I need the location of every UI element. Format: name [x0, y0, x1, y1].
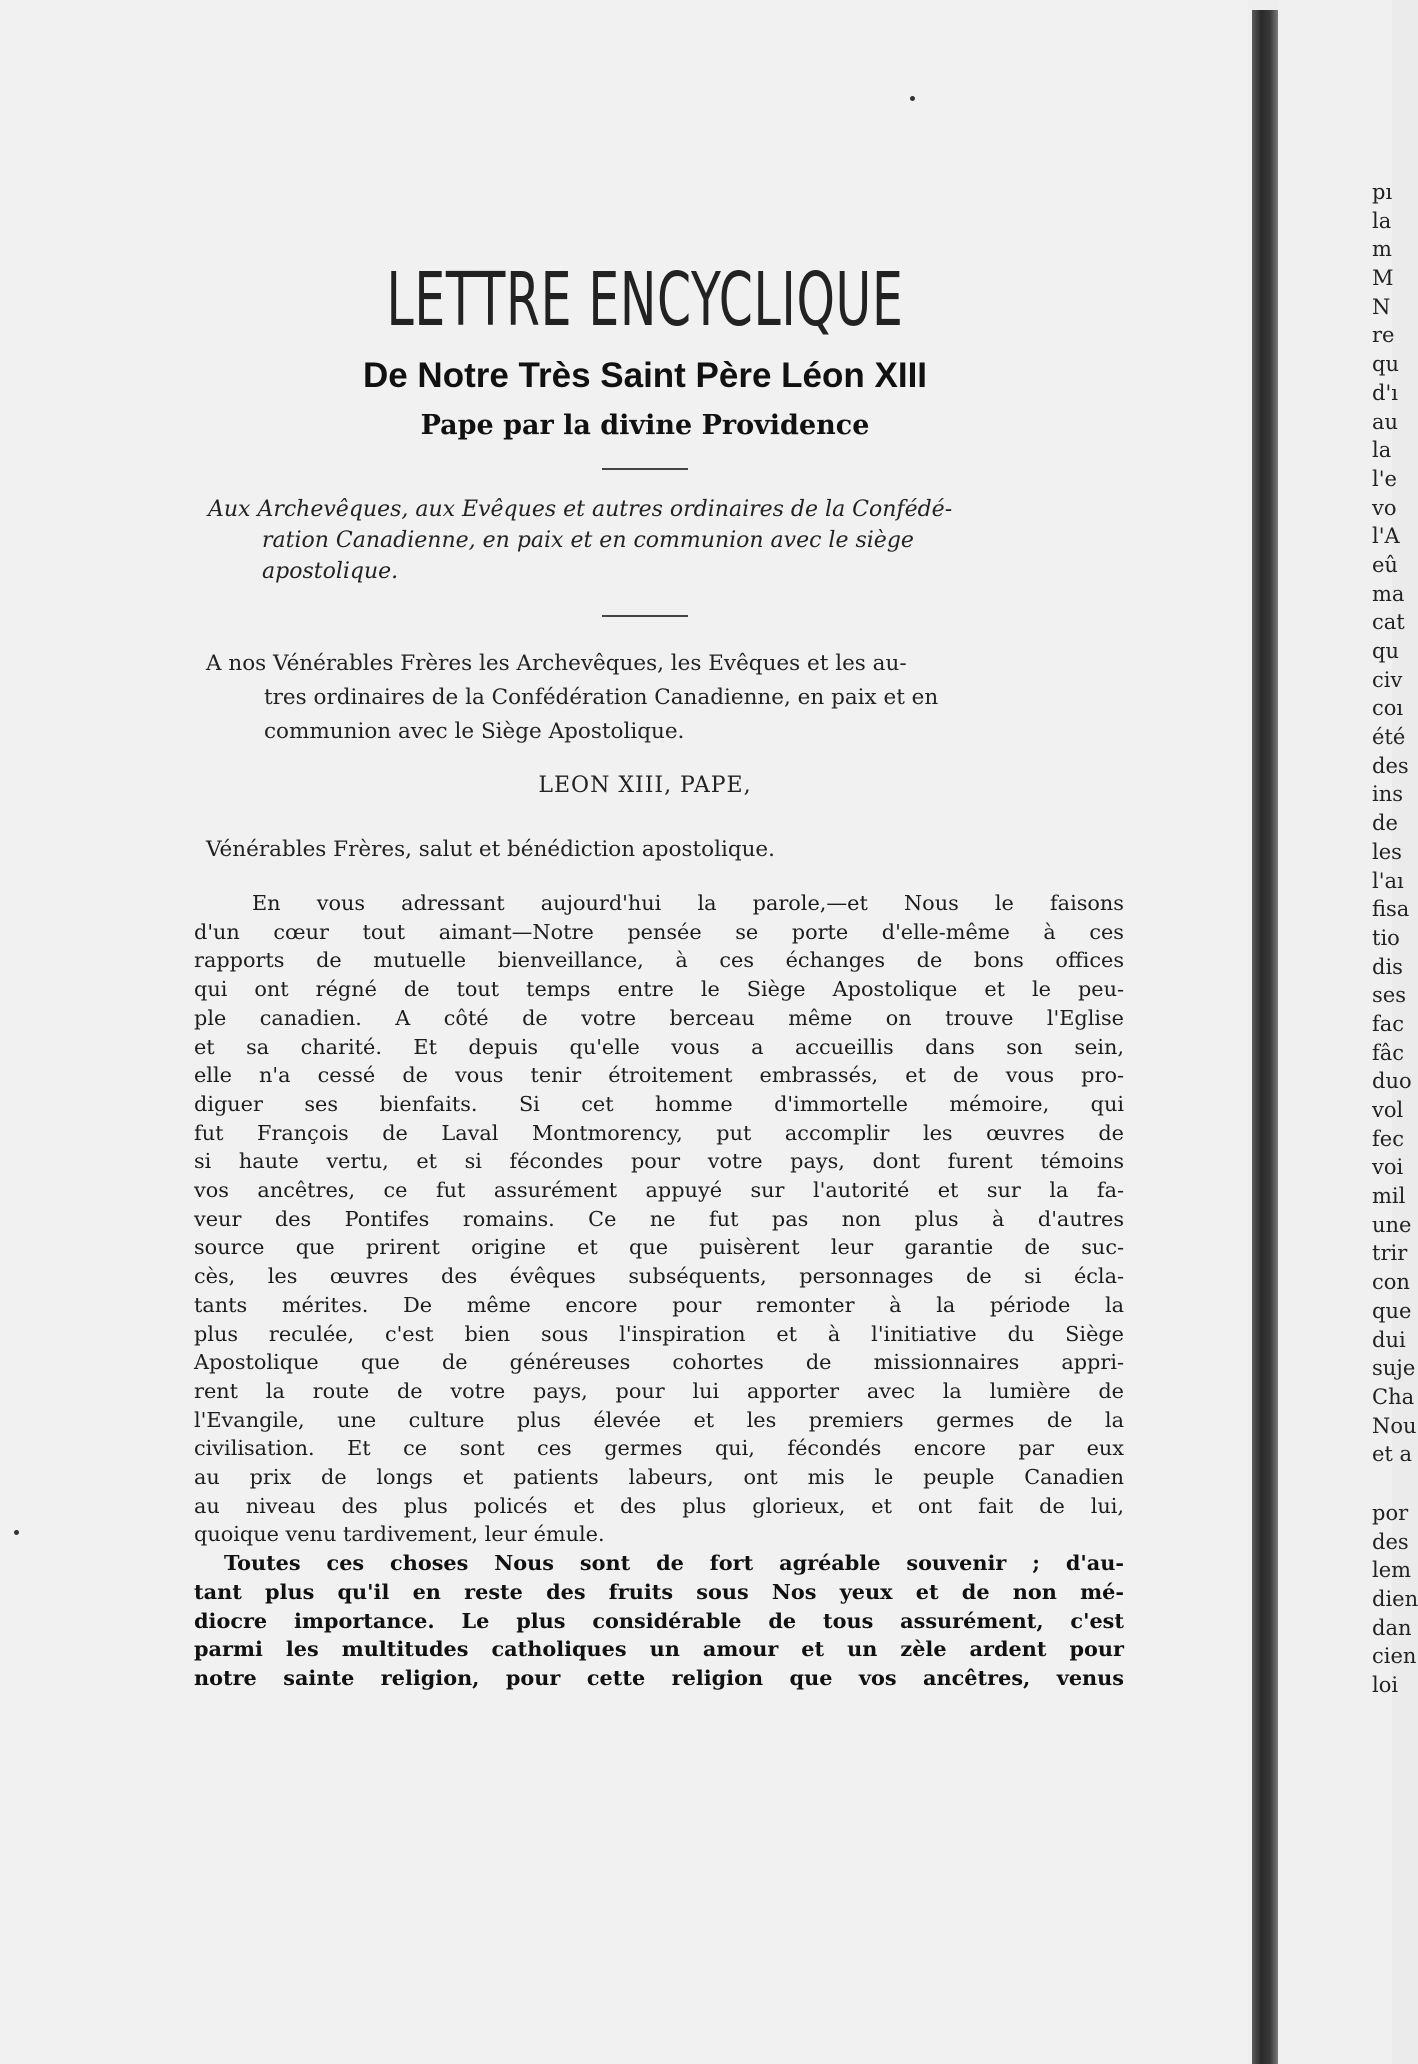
paragraph-1 [194, 889, 1124, 1549]
salutation-line: A nos Vénérables Frères les Archevêques, les Evêques et les au- [206, 651, 907, 676]
cropped-line-fragment: dien [1372, 1587, 1418, 1611]
address-line: ration Canadienne, en paix et en communion avec le siège [262, 528, 914, 553]
text-line: veur des Pontifes romains. Ce ne fut pas non plus à d'autres [194, 1206, 1124, 1231]
book-gutter [1252, 10, 1278, 2064]
text-line: elle n'a cessé de vous tenir étroitement embrassés, et de vous pro- [194, 1063, 1124, 1088]
text-line: tant plus qu'il en reste des fruits sous Nos yeux et de non mé- [194, 1578, 1124, 1604]
cropped-line-fragment: fisa [1372, 897, 1410, 922]
cropped-line-fragment: au [1372, 409, 1399, 434]
speck [14, 1530, 19, 1535]
papal-signature: LEON XIII, PAPE, [538, 773, 752, 798]
cropped-line-fragment: voi [1372, 1155, 1404, 1180]
salutation-line: tres ordinaires de la Confédération Canadienne, en paix et en [264, 685, 939, 710]
paragraph-2 [194, 1549, 1124, 1693]
cropped-line-fragment: vo [1372, 495, 1397, 520]
cropped-line-fragment: duo [1372, 1069, 1412, 1094]
cropped-line-fragment: l'e [1372, 466, 1397, 491]
text-line: fut François de Laval Montmorency, put accomplir les œuvres de [194, 1120, 1124, 1145]
cropped-line-fragment: ses [1372, 983, 1406, 1008]
cropped-line-fragment: de [1372, 811, 1398, 836]
cropped-line-fragment: des [1372, 1529, 1409, 1554]
cropped-line-fragment: fec [1372, 1126, 1404, 1151]
encyclical-subtitle: De Notre Très Saint Père Léon XIII [362, 356, 928, 395]
text-line: cès, les œuvres des évêques subséquents, personnages de si écla- [194, 1264, 1124, 1289]
cropped-line-fragment: d'ı [1372, 380, 1398, 405]
cropped-line-fragment: m [1372, 237, 1392, 262]
cropped-line-fragment: civ [1372, 667, 1403, 692]
cropped-line-fragment: N [1372, 294, 1391, 319]
address-block [208, 494, 1110, 587]
text-line: d'un cœur tout aimant—Notre pensée se porte d'elle-même à ces [194, 919, 1124, 944]
cropped-line-fragment: l'A [1372, 524, 1400, 549]
text-line: rent la route de votre pays, pour lui apporter avec la lumière de [194, 1378, 1124, 1403]
cropped-line-fragment: coı [1372, 696, 1404, 721]
greeting: Vénérables Frères, salut et bénédiction apostolique. [206, 837, 775, 862]
paragraph-gap [1372, 1469, 1402, 1499]
text-line: si haute vertu, et si fécondes pour votre pays, dont furent témoins [194, 1149, 1124, 1174]
cropped-line-fragment: dis [1372, 954, 1403, 979]
text-line: diguer ses bienfaits. Si cet homme d'immortelle mémoire, qui [194, 1091, 1124, 1116]
cropped-line-fragment: trir [1372, 1241, 1408, 1266]
cropped-line-fragment: ma [1372, 581, 1405, 606]
cropped-line-fragment: Cha [1372, 1384, 1415, 1409]
speck [910, 96, 915, 101]
cropped-line-fragment: M [1372, 266, 1394, 291]
cropped-line-fragment: loi [1372, 1673, 1399, 1698]
salutation-line: communion avec le Siège Apostolique. [264, 719, 685, 744]
cropped-line-fragment: con [1372, 1270, 1410, 1295]
text-line: Toutes ces choses Nous sont de fort agréable souvenir ; d'au- [224, 1550, 1124, 1576]
cropped-line-fragment: les [1372, 839, 1402, 864]
cropped-line-fragment: dan [1372, 1615, 1412, 1640]
cropped-line-fragment: qu [1372, 639, 1399, 663]
encyclical-subtitle-providence: Pape par la divine Providence [420, 410, 870, 441]
right-page-edge [1278, 0, 1418, 2064]
address-line: Aux Archevêques, aux Evêques et autres ordinaires de la Confédé- [208, 497, 953, 522]
text-line: qui ont régné de tout temps entre le Siège Apostolique et le peu- [194, 977, 1124, 1002]
cropped-line-fragment: lem [1372, 1558, 1412, 1583]
text-line: quoique venu tardivement, leur émule. [194, 1522, 605, 1547]
cropped-line-fragment: por [1372, 1500, 1409, 1525]
cropped-line-fragment: et a [1372, 1442, 1413, 1467]
text-line: source que prirent origine et que puisèrent leur garantie de suc- [194, 1235, 1124, 1260]
text-line: plus reculée, c'est bien sous l'inspiration et à l'initiative du Siège [194, 1321, 1124, 1346]
cropped-line-fragment: une [1372, 1212, 1412, 1237]
cropped-line-fragment: tio [1372, 925, 1400, 950]
cropped-line-fragment: qu [1372, 352, 1399, 377]
cropped-line-fragment: Nou [1372, 1413, 1417, 1438]
text-line: et sa charité. Et depuis qu'elle vous a accueillis dans son sein, [194, 1034, 1124, 1059]
cropped-line-fragment: cien [1372, 1644, 1417, 1669]
text-line: tants mérites. De même encore pour remonter à la période la [194, 1292, 1124, 1317]
cropped-line-fragment: eû [1372, 552, 1398, 577]
cropped-line-fragment: l'aı [1372, 868, 1404, 893]
text-line: au prix de longs et patients labeurs, ont mis le peuple Canadien [194, 1465, 1124, 1490]
text-line: au niveau des plus policés et des plus glorieux, et ont fait de lui, [194, 1493, 1124, 1518]
text-line: vos ancêtres, ce fut assurément appuyé sur l'autorité et sur la fa- [194, 1178, 1124, 1203]
address-line: apostolique. [262, 559, 399, 584]
encyclical-content [194, 257, 1124, 1693]
divider-rule [602, 615, 688, 617]
cropped-line-fragment: vol [1372, 1098, 1404, 1122]
cropped-line-fragment: fâc [1372, 1040, 1405, 1065]
cropped-line-fragment: suje [1372, 1356, 1416, 1381]
cropped-line-fragment: que [1372, 1298, 1412, 1323]
cropped-text-column [1372, 178, 1418, 1700]
cropped-line-fragment: re [1372, 323, 1395, 348]
text-line: ple canadien. A côté de votre berceau même on trouve l'Eglise [194, 1005, 1124, 1030]
encyclical-title: LETTRE ENCYCLIQUE [386, 257, 904, 343]
text-line: diocre importance. Le plus considérable de tous assurément, c'est [194, 1607, 1124, 1633]
cropped-line-fragment: cat [1372, 610, 1405, 635]
cropped-line-fragment: ins [1372, 782, 1404, 807]
cropped-line-fragment: pı [1372, 180, 1393, 204]
text-line: Apostolique que de généreuses cohortes de missionnaires appri- [194, 1350, 1124, 1375]
text-line: En vous adressant aujourd'hui la parole,—et Nous le faisons [252, 891, 1124, 915]
text-line: l'Evangile, une culture plus élevée et les premiers germes de la [194, 1407, 1124, 1432]
text-line: parmi les multitudes catholiques un amour et un zèle ardent pour [194, 1636, 1124, 1662]
cropped-line-fragment: été [1372, 725, 1406, 750]
cropped-line-fragment: la [1372, 208, 1392, 233]
text-line: notre sainte religion, pour cette religion que vos ancêtres, venus [194, 1664, 1124, 1690]
cropped-line-fragment: mil [1372, 1184, 1406, 1209]
salutation-block [206, 647, 1120, 749]
text-line: rapports de mutuelle bienveillance, à ces échanges de bons offices [194, 948, 1124, 973]
cropped-line-fragment: dui [1372, 1327, 1406, 1352]
cropped-line-fragment: fac [1372, 1011, 1405, 1036]
divider-rule [602, 468, 688, 470]
cropped-line-fragment: des [1372, 753, 1409, 778]
text-line: civilisation. Et ce sont ces germes qui, fécondés encore par eux [194, 1436, 1124, 1461]
cropped-line-fragment: la [1372, 438, 1392, 463]
